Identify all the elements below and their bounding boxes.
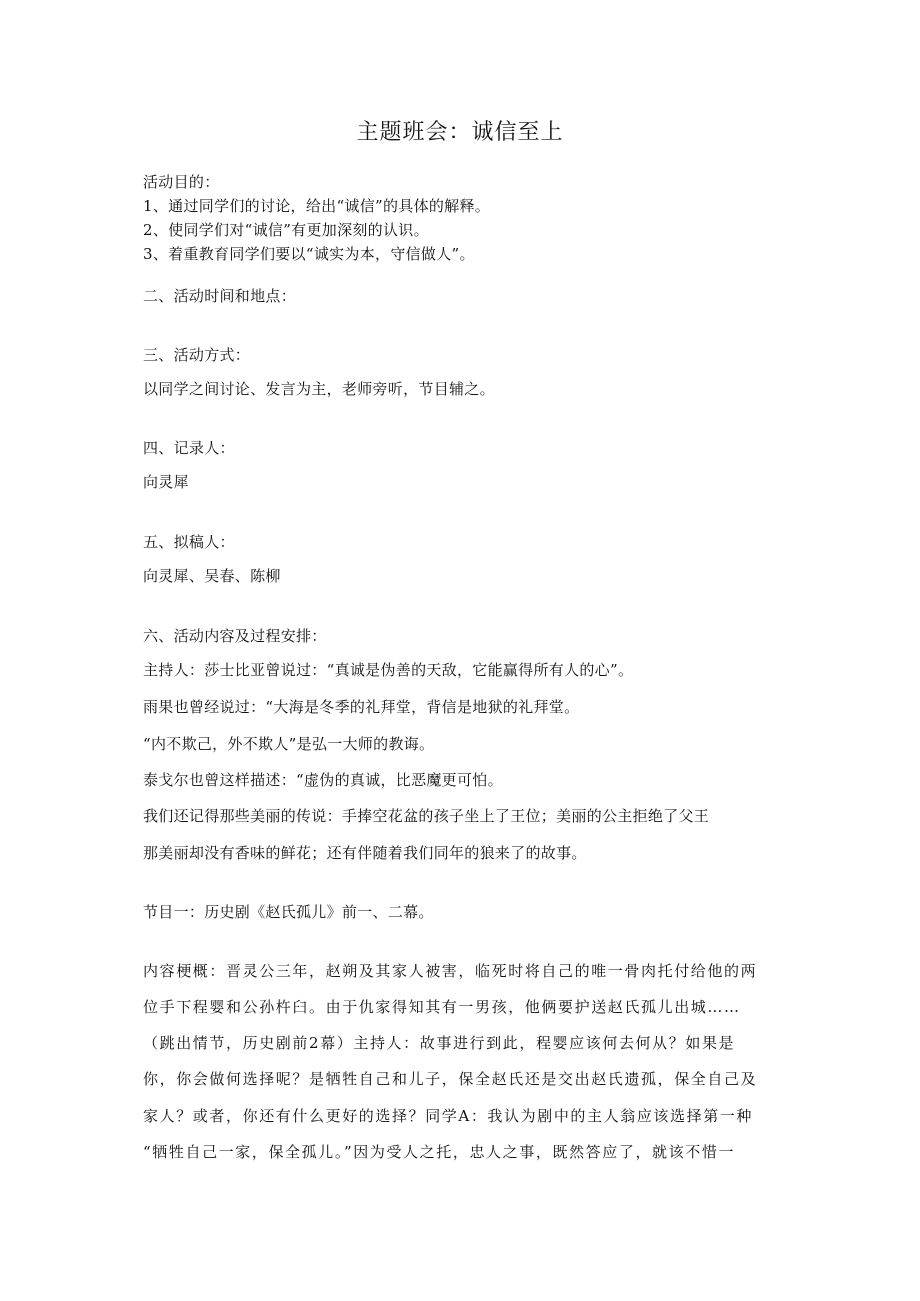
purpose-heading: 活动目的： xyxy=(143,173,220,191)
section-content-heading: 六、活动内容及过程安排： xyxy=(143,627,327,645)
content-line: 主持人：莎士比亚曾说过：“真诚是伪善的天敌，它能赢得所有人的心”。 xyxy=(143,661,634,679)
content-line: 我们还记得那些美丽的传说：手捧空花盆的孩子坐上了王位；美丽的公主拒绝了父王 xyxy=(143,807,710,825)
program-one: 节目一：历史剧《赵氏孤儿》前一、二幕。 xyxy=(143,903,434,921)
content-line: 雨果也曾经说过：“大海是冬季的礼拜堂，背信是地狱的礼拜堂。 xyxy=(143,698,580,716)
content-line: 那美丽却没有香味的鲜花；还有伴随着我们同年的狼来了的故事。 xyxy=(143,844,587,862)
section-method-text: 以同学之间讨论、发言为主，老师旁听，节目辅之。 xyxy=(143,380,495,398)
section-drafter-names: 向灵犀、吴春、陈柳 xyxy=(143,567,281,585)
section-recorder-heading: 四、记录人： xyxy=(143,439,235,457)
summary-line: 家人？或者，你还有什么更好的选择？同学A：我认为剧中的主人翁应该选择第一种 xyxy=(143,1107,754,1125)
summary-line: 内容梗概：晋灵公三年，赵朔及其家人被害，临死时将自己的唯一骨肉托付给他的两 xyxy=(143,962,758,980)
document-title: 主题班会：诚信至上 xyxy=(356,120,564,145)
summary-line: 位手下程婴和公孙杵臼。由于仇家得知其有一男孩，他俩要护送赵氏孤儿出城…… xyxy=(143,998,741,1016)
purpose-item: 1、通过同学们的讨论，给出“诚信”的具体的解释。 xyxy=(143,197,491,215)
summary-line: （跳出情节，历史剧前2幕）主持人：故事进行到此，程婴应该何去何从？如果是 xyxy=(143,1034,736,1052)
content-line: 泰戈尔也曾这样描述：“虚伪的真诚，比恶魔更可怕。 xyxy=(143,771,503,789)
section-time-place: 二、活动时间和地点： xyxy=(143,287,297,305)
purpose-item: 2、使同学们对“诚信”有更加深刻的认识。 xyxy=(143,221,429,239)
summary-line: 你，你会做何选择呢？是牺牲自己和儿子，保全赵氏还是交出赵氏遗孤，保全自己及 xyxy=(143,1070,758,1088)
purpose-item: 3、着重教育同学们要以“诚实为本，守信做人”。 xyxy=(143,245,475,263)
summary-line: “牺牲自己一家，保全孤儿。”因为受人之托，忠人之事，既然答应了，就该不惜一 xyxy=(143,1143,736,1161)
content-line: “内不欺己，外不欺人”是弘一大师的教诲。 xyxy=(143,735,435,753)
section-method-heading: 三、活动方式： xyxy=(143,346,251,364)
section-recorder-name: 向灵犀 xyxy=(143,473,189,491)
section-drafter-heading: 五、拟稿人： xyxy=(143,533,235,551)
